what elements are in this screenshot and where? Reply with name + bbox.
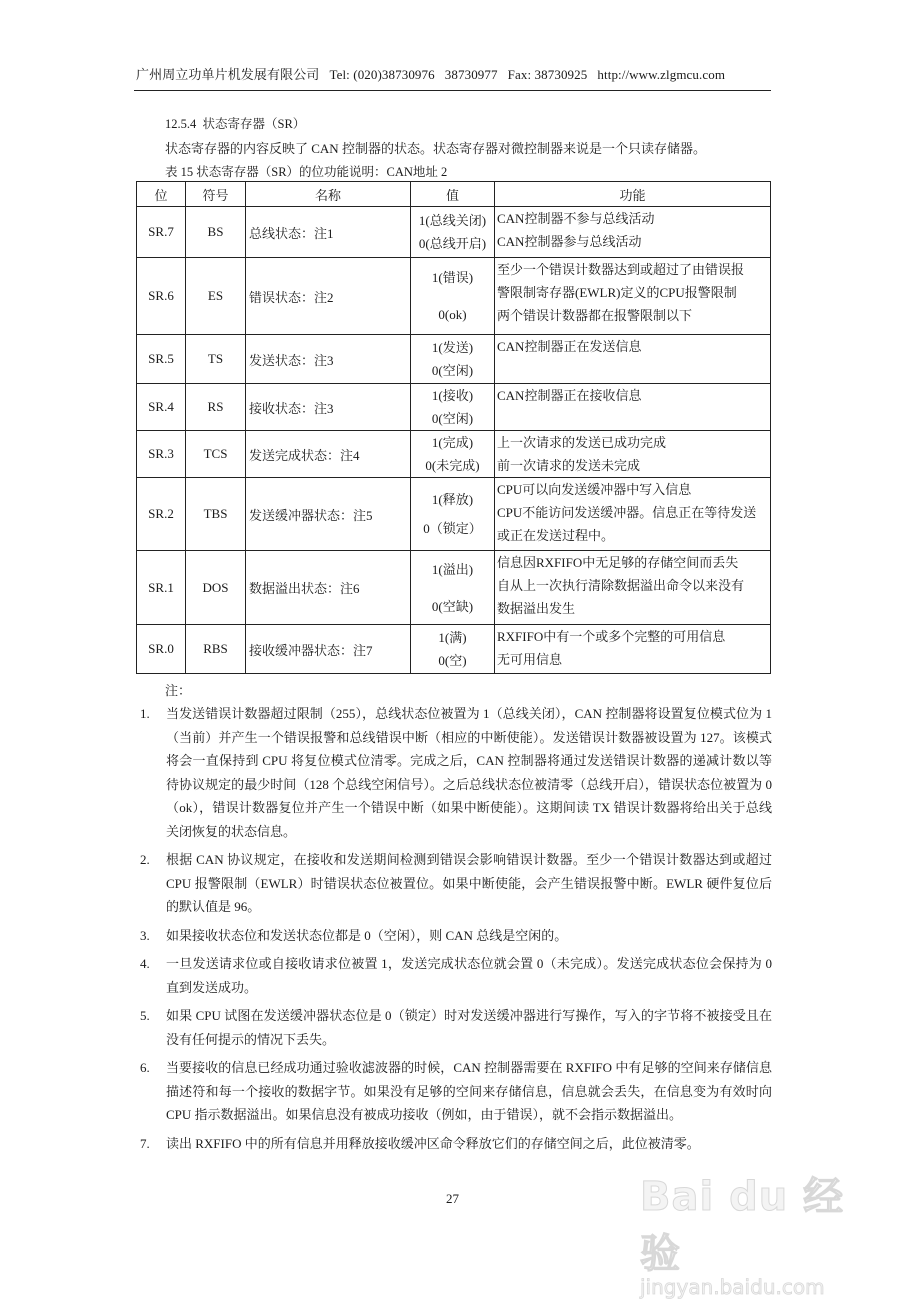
note-item <box>136 1004 772 1051</box>
cell-function <box>495 625 771 674</box>
cell-name: 接收状态：注3 <box>246 384 411 431</box>
note-number: 2. <box>140 852 150 867</box>
note-item <box>136 1056 772 1127</box>
cell-symbol: DOS <box>186 551 246 625</box>
cell-symbol: ES <box>186 258 246 335</box>
note-number: 1. <box>140 706 150 721</box>
note-item <box>136 848 772 919</box>
note-text: 如果 CPU 试图在发送缓冲器状态位是 0（锁定）时对发送缓冲器进行写操作，写入的字节将不被接受且在没有任何提示的情况下丢失。 <box>166 1008 772 1047</box>
section-heading <box>165 114 305 132</box>
cell-symbol: TBS <box>186 478 246 551</box>
value-0: 0(空闲) <box>431 363 474 378</box>
cell-function <box>495 384 771 431</box>
cell-value <box>411 551 495 625</box>
notes-label: 注： <box>165 683 192 698</box>
function-line: CAN控制器正在接收信息 <box>497 388 642 403</box>
section-title: 状态寄存器（SR） <box>202 117 306 131</box>
function-line: CPU不能访问发送缓冲器。信息正在等待发送 <box>497 505 757 520</box>
note-text: 如果接收状态位和发送状态位都是 0（空闲），则 CAN 总线是空闲的。 <box>166 927 568 943</box>
table-row <box>137 384 771 431</box>
cell-symbol: BS <box>186 207 246 258</box>
notes-list <box>136 702 772 1160</box>
cell-bit: SR.4 <box>137 384 186 431</box>
cell-name: 发送状态：注3 <box>246 335 411 384</box>
note-item <box>136 924 772 948</box>
table-row <box>137 431 771 478</box>
note-text: 当发送错误计数器超过限制（255），总线状态位被置为 1（总线关闭），CAN 控制器将设置复位模式位为 1（当前）并产生一个错误报警和总线错误中断（相应的中断使能）。发送错误计数器被设置为 127。该模式将会一直保持到 CPU 将复位模式位清零。完成之后，CAN 控制器将通过发送错误计数器的递减计数以等待协议规定的最少时间（128 个总线空闲信号）。之后总线状态位被清零（总线开启），错误状态位被置为 0（ok），错误计数器复位并产生一个错误中断（如果中断使能）。这期间读 TX 错误计数器将给出关于总线关闭恢复的状态信息。 <box>166 706 772 839</box>
cell-value <box>411 335 495 384</box>
baidu-watermark <box>640 1165 880 1299</box>
note-text: 读出 RXFIFO 中的所有信息并用释放接收缓冲区命令释放它们的存储空间之后，此位被清零。 <box>166 1135 700 1151</box>
cell-value <box>411 431 495 478</box>
value-0: 0(未完成) <box>425 458 480 473</box>
value-1: 1(发送) <box>431 340 474 355</box>
tel-number-2: 38730977 <box>444 67 498 82</box>
value-0: 0(ok) <box>438 307 467 322</box>
note-item <box>136 702 772 843</box>
cell-name: 错误状态：注2 <box>246 258 411 335</box>
function-line: CAN控制器参与总线活动 <box>497 234 642 249</box>
page-header <box>136 64 768 83</box>
cell-bit: SR.0 <box>137 625 186 674</box>
value-0: 0(空缺) <box>431 598 474 614</box>
cell-value <box>411 625 495 674</box>
cell-value <box>411 478 495 551</box>
function-line: 数据溢出发生 <box>497 601 576 616</box>
table-row <box>137 625 771 674</box>
value-1: 1(完成) <box>431 435 474 450</box>
function-line: 自从上一次执行清除数据溢出命令以来没有 <box>497 578 745 593</box>
cell-function <box>495 551 771 625</box>
company-name: 广州周立功单片机发展有限公司 <box>136 67 320 82</box>
header-bit: 位 <box>137 182 186 207</box>
website-url: http://www.zlgmcu.com <box>597 67 726 82</box>
note-item <box>136 952 772 999</box>
value-1: 1(接收) <box>431 388 474 403</box>
status-register-table <box>136 181 771 674</box>
cell-function <box>495 478 771 551</box>
table-row <box>137 335 771 384</box>
note-number: 3. <box>140 927 150 943</box>
page-number: 27 <box>446 1191 459 1206</box>
header-symbol: 符号 <box>186 182 246 207</box>
function-line: 上一次请求的发送已成功完成 <box>497 435 667 450</box>
cell-name: 接收缓冲器状态：注7 <box>246 625 411 674</box>
header-function: 功能 <box>495 182 771 207</box>
note-text: 根据 CAN 协议规定，在接收和发送期间检测到错误会影响错误计数器。至少一个错误计数器达到或超过 CPU 报警限制（EWLR）时错误状态位被置位。如果中断使能，会产生错误报警中断。EWLR 硬件复位后的默认值是 96。 <box>166 852 772 914</box>
function-line: 无可用信息 <box>497 652 563 667</box>
table-row <box>137 478 771 551</box>
cell-function <box>495 207 771 258</box>
function-line: 或正在发送过程中。 <box>497 528 615 543</box>
function-line: 前一次请求的发送未完成 <box>497 458 641 473</box>
value-0: 0(总线开启) <box>418 236 487 251</box>
cell-value <box>411 258 495 335</box>
value-1: 1(释放) <box>431 492 474 507</box>
cell-bit: SR.2 <box>137 478 186 551</box>
cell-name: 发送完成状态：注4 <box>246 431 411 478</box>
note-number: 5. <box>140 1008 150 1023</box>
cell-symbol: TS <box>186 335 246 384</box>
value-0: 0(空) <box>438 653 467 668</box>
cell-symbol: RBS <box>186 625 246 674</box>
cell-name: 数据溢出状态：注6 <box>246 551 411 625</box>
cell-name: 发送缓冲器状态：注5 <box>246 478 411 551</box>
function-line: 至少一个错误计数器达到或超过了由错误报 <box>497 262 745 277</box>
value-1: 1(总线关闭) <box>418 213 487 228</box>
value-1: 1(满) <box>438 630 467 645</box>
function-line: CPU可以向发送缓冲器中写入信息 <box>497 482 692 497</box>
table-row <box>137 551 771 625</box>
value-1: 1(错误) <box>431 270 474 285</box>
value-0: 0(空闲) <box>431 411 474 426</box>
cell-value <box>411 207 495 258</box>
header-name: 名称 <box>246 182 411 207</box>
cell-function <box>495 431 771 478</box>
note-text: 一旦发送请求位或自接收请求位被置 1，发送完成状态位就会置 0（未完成）。发送完成状态位会保持为 0 直到发送成功。 <box>166 956 772 995</box>
cell-function <box>495 335 771 384</box>
note-text: 当要接收的信息已经成功通过验收滤波器的时候，CAN 控制器需要在 RXFIFO 中有足够的空间来存储信息描述符和每一个接收的数据字节。如果没有足够的空间来存储信息，信息就会丢失，在信息变为有效时向 CPU 指示数据溢出。如果信息没有被成功接收（例如，由于错误），就不会指示数据溢出。 <box>166 1060 772 1122</box>
intro-paragraph: 状态寄存器的内容反映了 CAN 控制器的状态。状态寄存器对微控制器来说是一个只读存储器。 <box>165 141 706 156</box>
cell-bit: SR.6 <box>137 258 186 335</box>
cell-bit: SR.5 <box>137 335 186 384</box>
cell-name: 总线状态：注1 <box>246 207 411 258</box>
cell-value <box>411 384 495 431</box>
cell-bit: SR.1 <box>137 551 186 625</box>
function-line: RXFIFO中有一个或多个完整的可用信息 <box>497 629 726 644</box>
value-1: 1(溢出) <box>431 561 474 577</box>
cell-symbol: RS <box>186 384 246 431</box>
table-row <box>137 207 771 258</box>
cell-function <box>495 258 771 335</box>
table-caption: 表 15 状态寄存器（SR）的位功能说明：CAN地址 2 <box>165 165 448 179</box>
value-0: 0（锁定） <box>423 521 482 536</box>
header-value: 值 <box>411 182 495 207</box>
table-row <box>137 258 771 335</box>
cell-bit: SR.7 <box>137 207 186 258</box>
function-line: CAN控制器正在发送信息 <box>497 339 642 354</box>
fax-number: 38730925 <box>534 67 588 82</box>
baidu-logo-icon: Bai du 经验 <box>640 1174 845 1277</box>
section-number: 12.5.4 <box>165 117 197 131</box>
note-item <box>136 1132 772 1156</box>
function-line: 信息因RXFIFO中无足够的存储空间而丢失 <box>497 555 739 570</box>
function-line: CAN控制器不参与总线活动 <box>497 211 655 226</box>
note-number: 6. <box>140 1060 150 1075</box>
table-header-row <box>137 182 771 207</box>
cell-bit: SR.3 <box>137 431 186 478</box>
note-number: 4. <box>140 956 150 971</box>
cell-symbol: TCS <box>186 431 246 478</box>
tel-label: Tel: <box>329 67 350 82</box>
tel-number: (020)38730976 <box>353 67 435 82</box>
note-number: 7. <box>140 1135 150 1151</box>
watermark-url: jingyan.baidu.com <box>640 1275 825 1299</box>
fax-label: Fax: <box>507 67 532 82</box>
function-line: 警限制寄存器(EWLR)定义的CPU报警限制 <box>497 285 737 300</box>
function-line: 两个错误计数器都在报警限制以下 <box>497 308 693 323</box>
header-divider <box>134 90 771 91</box>
